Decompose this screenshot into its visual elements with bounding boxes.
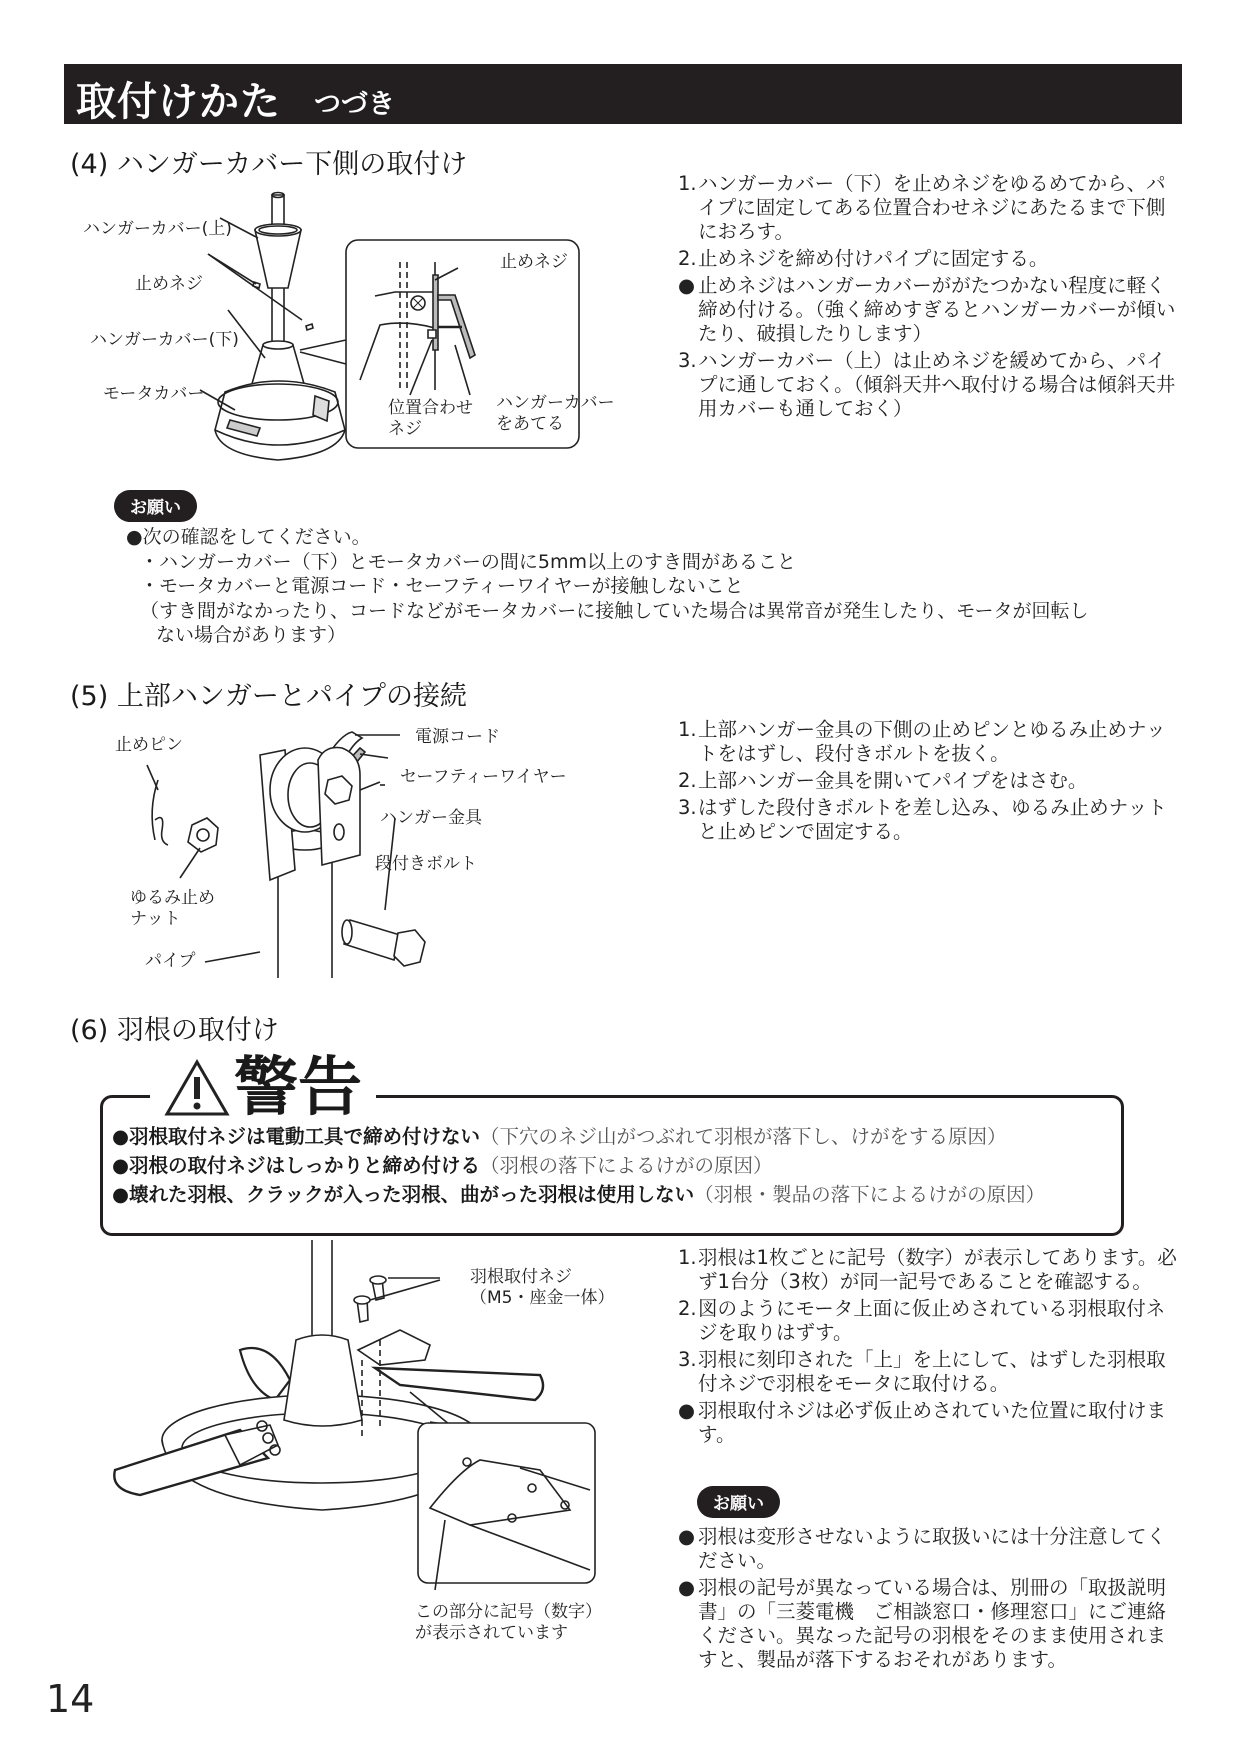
request-badge-4: お願い xyxy=(114,490,197,522)
section-4-steps xyxy=(678,172,1178,424)
label-hanger-bracket: ハンガー金具 xyxy=(380,808,482,828)
label-stepped-bolt: 段付きボルト xyxy=(375,854,477,874)
label-hanger-cover-top: ハンガーカバー(上) xyxy=(83,219,232,239)
page-number: 14 xyxy=(46,1677,95,1721)
section-4-request-notes: ●次の確認をしてください。 ・ハンガーカバー（下）とモータカバーの間に5mm以上のすき間があること ・モータカバーと電源コード・セーフティーワイヤーが接触しないこと （すき間がなかったり、コードなどがモータカバーに接触していた場合は異常音が発生したり、モータが回転し ない場合があります） xyxy=(126,526,1089,646)
label-pipe: パイプ xyxy=(145,951,196,971)
step-item: 3. ハンガーカバー（上）は止めネジを緩めてから、パイプに通しておく。（傾斜天井へ取付ける場合は傾斜天井用カバーも通しておく） xyxy=(678,349,1176,420)
page-subtitle: つづき xyxy=(314,89,395,120)
step-item: 2. 止めネジを締め付けパイプに固定する。 xyxy=(678,247,1049,270)
section-5-steps xyxy=(678,718,1178,847)
request-badge-6: お願い xyxy=(697,1486,780,1518)
label-motor-cover: モータカバー xyxy=(103,384,205,404)
warning-item: ●羽根の取付ネジはしっかりと締め付ける（羽根の落下によるけがの原因） xyxy=(112,1154,773,1177)
request-item: ● 羽根の記号が異なっている場合は、別冊の「取扱説明書」の「三菱電機 ご相談窓口・修理窓口」にご連絡ください。異なった記号の羽根をそのまま使用されますと、製品が落下するおそれがあります。 xyxy=(678,1576,1167,1671)
label-safety-wire: セーフティーワイヤー xyxy=(400,767,567,787)
hanger-pipe-illustration xyxy=(60,720,640,980)
step-item: 1. 羽根は1枚ごとに記号（数字）が表示してあります。必ず1台分（3枚）が同一記号であることを確認する。 xyxy=(678,1246,1177,1293)
step-bullet: ● 止めネジはハンガーカバーががたつかない程度に軽く締め付ける。（強く締めすぎるとハンガーカバーが傾いたり、破損したりします） xyxy=(678,274,1176,345)
page-title-bar xyxy=(64,64,1182,124)
step-item: 1. ハンガーカバー（下）を止めネジをゆるめてから、パイプに固定してある位置合わせネジにあたるまで下側におろす。 xyxy=(678,172,1166,243)
step-item: 3. 羽根に刻印された「上」を上にして、はずした羽根取付ネジで羽根をモータに取付ける。 xyxy=(678,1348,1166,1395)
section-5-heading: (5) 上部ハンガーとパイプの接続 xyxy=(70,681,468,712)
label-blade-screw: 羽根取付ネジ （M5・座金一体） xyxy=(470,1267,615,1308)
section-6-request-notes xyxy=(678,1525,1178,1675)
step-item: 2. 上部ハンガー金具を開いてパイプをはさむ。 xyxy=(678,769,1088,792)
label-lock-nut: ゆるみ止め ナット xyxy=(130,888,215,929)
warning-title: 警告 xyxy=(234,1051,362,1125)
warning-header xyxy=(150,1051,376,1125)
warning-item: ●壊れた羽根、クラックが入った羽根、曲がった羽根は使用しない（羽根・製品の落下によるけがの原因） xyxy=(112,1183,1046,1206)
label-power-cord: 電源コード xyxy=(415,727,500,747)
request-item: ● 羽根は変形させないように取扱いには十分注意してください。 xyxy=(678,1525,1167,1572)
label-set-screw: 止めネジ xyxy=(135,274,203,294)
section-6-heading: (6) 羽根の取付け xyxy=(70,1015,279,1046)
step-item: 1. 上部ハンガー金具の下側の止めピンとゆるみ止めナットをはずし、段付きボルトを抜く。 xyxy=(678,718,1166,765)
page-title: 取付けかた xyxy=(76,79,281,125)
label-hanger-cover-contact: ハンガーカバー をあてる xyxy=(496,393,615,434)
label-inset-set-screw: 止めネジ xyxy=(500,252,568,272)
section-4-heading: (4) ハンガーカバー下側の取付け xyxy=(70,149,468,180)
warning-list xyxy=(112,1122,1045,1209)
step-bullet: ● 羽根取付ネジは必ず仮止めされていた位置に取付けます。 xyxy=(678,1399,1167,1446)
step-item: 3. はずした段付きボルトを差し込み、ゆるみ止めナットと止めピンで固定する。 xyxy=(678,796,1167,843)
warning-triangle-icon xyxy=(164,1059,230,1117)
label-alignment-screw: 位置合わせ ネジ xyxy=(388,398,473,439)
step-item: 2. 図のようにモータ上面に仮止めされている羽根取付ネジを取りはずす。 xyxy=(678,1297,1166,1344)
section-6-steps xyxy=(678,1246,1178,1450)
label-mark-location: この部分に記号（数字） が表示されています xyxy=(415,1602,602,1643)
label-hanger-cover-bottom: ハンガーカバー(下) xyxy=(90,330,239,350)
label-stop-pin: 止めピン xyxy=(115,735,183,755)
warning-item: ●羽根取付ネジは電動工具で締め付けない（下穴のネジ山がつぶれて羽根が落下し、けがをする原因） xyxy=(112,1125,1007,1148)
